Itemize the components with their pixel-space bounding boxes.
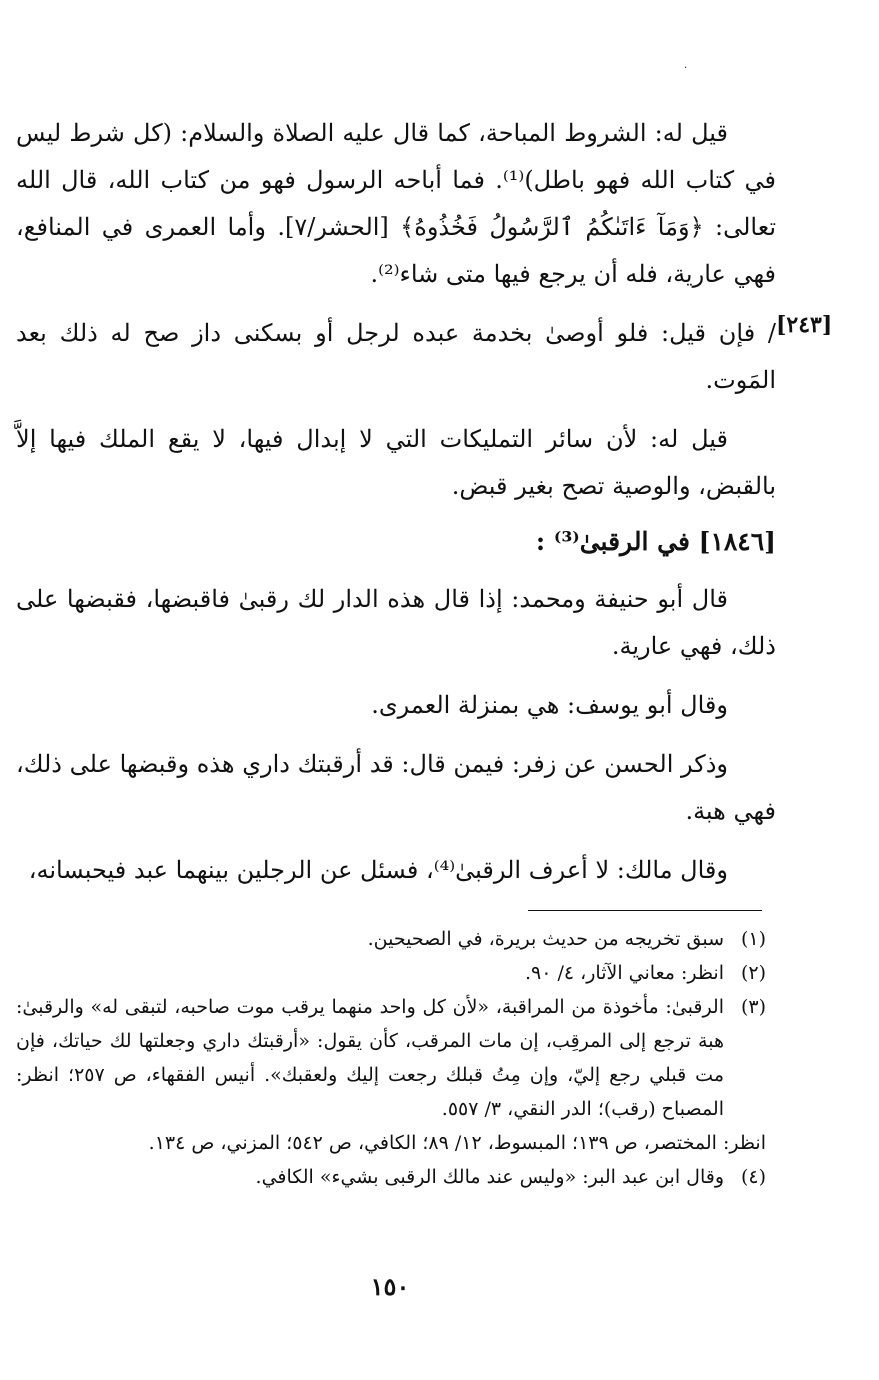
paragraph: وقال أبو يوسف: هي بمنزلة العمرى.	[371, 691, 728, 719]
footnote-number: (٢)	[740, 962, 766, 984]
paragraph: وقال مالك: لا أعرف الرقبىٰ⁽⁴⁾، فسئل عن الرجلين بينهما عبد فيحبسانه،	[28, 856, 728, 884]
footnote-divider	[528, 910, 762, 911]
section-heading: [١٨٤٦] في الرقبىٰ⁽³⁾ :	[535, 527, 776, 556]
paragraph: قيل له: لأن سائر التمليكات التي لا إبدال فيها، لا يقع الملك فيها إلاَّ بالقبض، والوصية تصح بغير قبض.	[16, 425, 776, 500]
footnote	[16, 922, 766, 956]
footnote-number: (١)	[740, 928, 766, 950]
footnote	[16, 1126, 766, 1160]
footnote-number: (٤)	[740, 1166, 766, 1188]
footnote	[16, 990, 766, 1126]
page-number: ١٥٠	[370, 1272, 410, 1301]
footnote-text: انظر: المختصر، ص ١٣٩؛ المبسوط، ١٢/ ٨٩؛ الكافي، ص ٥٤٢؛ المزني، ص ١٣٤.	[148, 1132, 766, 1154]
footnote-text: انظر: معاني الآثار، ٤/ ٩٠.	[524, 962, 724, 984]
margin-marker: [٢٤٣]	[776, 312, 833, 338]
corner-mark: .	[684, 60, 688, 71]
paragraph: قال أبو حنيفة ومحمد: إذا قال هذه الدار لك رقبىٰ فاقبضها، فقبضها على ذلك، فهي عارية.	[16, 585, 776, 660]
footnote-text: سبق تخريجه من حديث بريرة، في الصحيحين.	[367, 928, 724, 950]
paragraph: / فإن قيل: فلو أوصىٰ بخدمة عبده لرجل أو بسكنى داز صح له ذلك بعد المَوت.	[16, 319, 776, 394]
footnote-text: الرقبىٰ: مأخوذة من المراقبة، «لأن كل واحد منهما يرقب موت صاحبه، لتبقى له» والرقبىٰ: هبة ترجع إلى المرقِب، إن مات المرقب، كأن يقول: «أرقبتك داري وجعلتها لك حياتك، فإن مت قبلي رجع إليّ، وإن مِتُ قبلك رجعت إليك ولعقبك». أنيس الفقهاء، ص ٢٥٧؛ انظر: المصباح (رقب)؛ الدر النقي، ٣/ ٥٥٧.	[16, 996, 724, 1120]
footnote	[16, 956, 766, 990]
footnotes	[16, 922, 766, 1194]
footnote-number: (٣)	[740, 996, 766, 1018]
footnote-text: وقال ابن عبد البر: «وليس عند مالك الرقبى بشيء» الكافي.	[255, 1166, 724, 1188]
paragraph: قيل له: الشروط المباحة، كما قال عليه الصلاة والسلام: (كل شرط ليس في كتاب الله فهو باطل)⁽¹⁾. فما أباحه الرسول فهو من كتاب الله، قال الله تعالى: ﴿وَمَآ ءَاتَىٰكُمُ ٱلرَّسُولُ فَخُذُوهُ﴾ [الحشر/٧]. وأما العمرى في المنافع، فهي عارية، فله أن يرجع فيها متى شاء⁽²⁾.	[16, 119, 777, 288]
main-text	[16, 110, 776, 906]
paragraph: وذكر الحسن عن زفر: فيمن قال: قد أرقبتك داري هذه وقبضها على ذلك، فهي هبة.	[16, 750, 776, 825]
footnote	[16, 1160, 766, 1194]
